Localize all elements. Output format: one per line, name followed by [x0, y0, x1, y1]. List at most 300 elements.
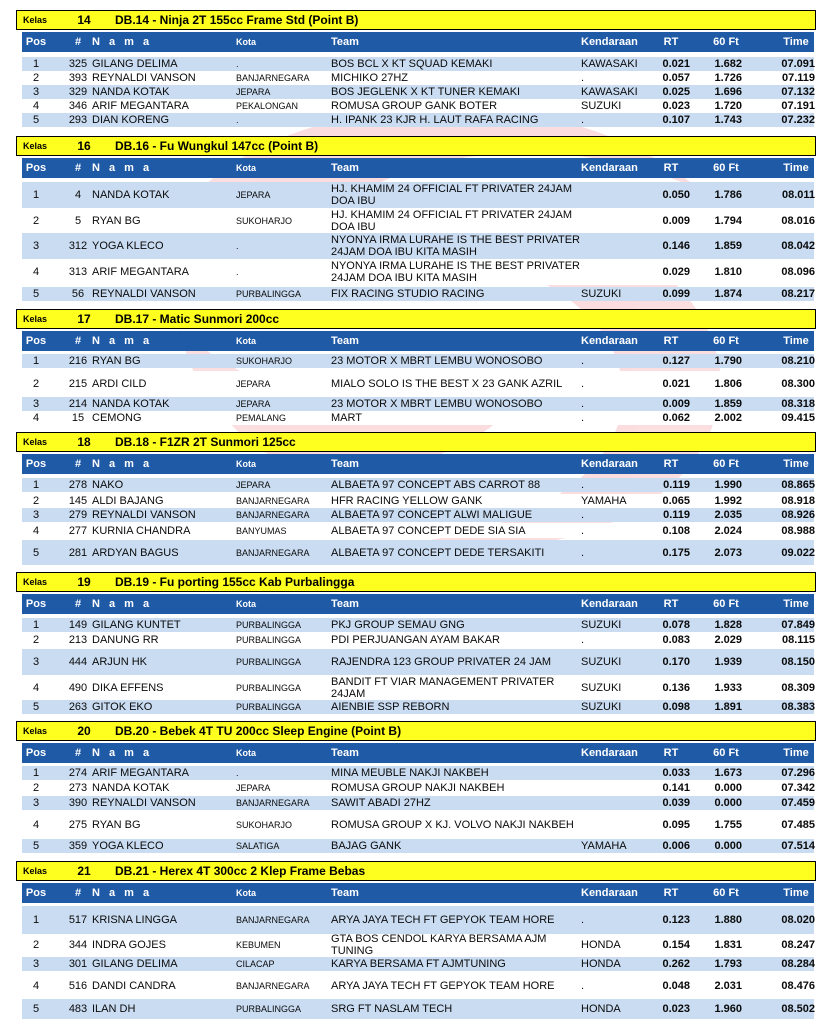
class-title-bar — [16, 10, 816, 30]
header-kendaraan: Kendaraan — [581, 598, 638, 610]
cell-time: 08.020 — [781, 914, 815, 926]
table-row — [22, 494, 814, 508]
cell-no: 278 — [68, 479, 88, 491]
cell-rt: 0.021 — [662, 378, 690, 390]
cell-kendaraan: HONDA — [581, 1003, 621, 1015]
cell-kota: BANJARNEGARA — [236, 496, 310, 506]
header-kota: Kota — [236, 163, 256, 173]
table-row — [22, 649, 814, 675]
cell-no: 444 — [68, 656, 88, 668]
cell-nama: ARIF MEGANTARA — [92, 266, 189, 278]
cell-ft60: 1.793 — [714, 958, 742, 970]
cell-kendaraan: SUZUKI — [581, 619, 622, 631]
cell-time: 08.865 — [781, 479, 815, 491]
class-title: DB.19 - Fu porting 155cc Kab Purbalingga — [115, 575, 355, 589]
cell-rt: 0.033 — [662, 767, 690, 779]
header-team: Team — [331, 458, 359, 470]
table-row — [22, 999, 814, 1019]
cell-pos: 3 — [32, 797, 40, 809]
cell-pos: 3 — [32, 398, 40, 410]
cell-team: KARYA BERSAMA FT AJMTUNING — [331, 958, 506, 970]
cell-team: ALBAETA 97 CONCEPT ALWI MALIGUE — [331, 509, 533, 521]
table-row — [22, 233, 814, 259]
cell-time: 08.988 — [781, 524, 815, 537]
cell-no: 213 — [68, 634, 88, 646]
cell-nama: ALDI BAJANG — [92, 495, 164, 507]
cell-kota: SUKOHARJO — [236, 820, 293, 830]
cell-no: 215 — [68, 378, 88, 390]
header-kota: Kota — [236, 336, 256, 346]
cell-time: 07.132 — [781, 86, 815, 98]
table-row — [22, 796, 814, 810]
cell-rt: 0.108 — [662, 524, 690, 537]
cell-team: ROMUSA GROUP X KJ. VOLVO NAKJI NAKBEH — [331, 819, 574, 831]
cell-ft60: 1.720 — [714, 100, 742, 112]
header-nama: N a m a — [92, 887, 153, 899]
cell-nama: ARDI CILD — [92, 378, 147, 390]
table-row — [22, 906, 814, 934]
cell-rt: 0.083 — [662, 634, 690, 646]
cell-rt: 0.065 — [662, 495, 690, 507]
cell-no: 279 — [68, 509, 88, 521]
cell-time: 08.115 — [781, 634, 815, 646]
cell-time: 08.284 — [781, 958, 815, 970]
header-no: # — [74, 598, 82, 610]
cell-rt: 0.095 — [662, 819, 690, 831]
cell-ft60: 1.874 — [714, 288, 742, 300]
cell-no: 273 — [68, 782, 88, 794]
cell-time: 08.476 — [781, 979, 815, 992]
class-title: DB.21 - Herex 4T 300cc 2 Klep Frame Bebas — [115, 864, 366, 878]
table-row — [22, 371, 814, 397]
header-nama: N a m a — [92, 458, 153, 470]
table-row — [22, 972, 814, 999]
header-pos: Pos — [25, 335, 47, 347]
header-no: # — [74, 887, 82, 899]
cell-nama: RYAN BG — [92, 355, 141, 367]
cell-pos: 1 — [32, 479, 40, 491]
cell-pos: 1 — [32, 767, 40, 779]
cell-no: 4 — [74, 189, 82, 201]
cell-kota: CILACAP — [236, 959, 275, 969]
cell-nama: ARDYAN BAGUS — [92, 546, 179, 559]
cell-nama: GILANG DELIMA — [92, 58, 178, 70]
cell-kota: PEMALANG — [236, 413, 287, 423]
table-row — [22, 411, 814, 425]
cell-pos: 1 — [32, 189, 40, 201]
class-number: 21 — [77, 864, 91, 878]
cell-team: 23 MOTOR X MBRT LEMBU WONOSOBO — [331, 355, 543, 367]
cell-pos: 5 — [32, 840, 40, 852]
header-time: Time — [783, 887, 809, 899]
cell-kota: BANJARNEGARA — [236, 798, 310, 808]
header-pos: Pos — [25, 162, 47, 174]
header-team: Team — [331, 335, 359, 347]
cell-kendaraan: . — [581, 355, 585, 367]
header-kendaraan: Kendaraan — [581, 747, 638, 759]
header-ft60: 60 Ft — [713, 887, 739, 899]
cell-kota: PURBALINGGA — [236, 702, 302, 712]
table-row — [22, 57, 814, 71]
cell-pos: 4 — [32, 266, 40, 278]
table-row — [22, 508, 814, 522]
cell-no: 301 — [68, 958, 88, 970]
cell-team: SRG FT NASLAM TECH — [331, 1003, 453, 1015]
class-number: 16 — [77, 139, 91, 153]
table-row — [22, 287, 814, 301]
cell-nama: KURNIA CHANDRA — [92, 524, 191, 537]
cell-rt: 0.057 — [662, 72, 690, 84]
cell-pos: 4 — [32, 412, 40, 424]
class-number: 14 — [77, 13, 91, 27]
cell-no: 516 — [68, 979, 88, 992]
table-row — [22, 354, 814, 368]
cell-rt: 0.099 — [662, 288, 690, 300]
cell-kendaraan: HONDA — [581, 958, 621, 970]
header-nama: N a m a — [92, 747, 153, 759]
cell-kendaraan — [581, 259, 651, 285]
cell-nama: DIKA EFFENS — [92, 682, 164, 694]
cell-rt: 0.123 — [662, 914, 690, 926]
header-kendaraan: Kendaraan — [581, 887, 638, 899]
cell-rt: 0.062 — [662, 412, 690, 424]
cell-nama: YOGA KLECO — [92, 840, 164, 852]
cell-kendaraan: YAMAHA — [581, 495, 627, 507]
cell-ft60: 1.682 — [714, 58, 742, 70]
header-time: Time — [783, 36, 809, 48]
cell-nama: DANUNG RR — [92, 634, 159, 646]
cell-ft60: 1.794 — [714, 214, 742, 227]
class-number: 18 — [77, 435, 91, 449]
cell-pos: 3 — [32, 958, 40, 970]
cell-pos: 2 — [32, 214, 40, 227]
cell-team: ALBAETA 97 CONCEPT DEDE TERSAKITI — [331, 546, 545, 559]
cell-pos: 2 — [32, 378, 40, 390]
cell-kendaraan — [581, 182, 651, 208]
cell-team: 23 MOTOR X MBRT LEMBU WONOSOBO — [331, 398, 543, 410]
cell-kendaraan: . — [581, 378, 585, 390]
cell-kota: JEPARA — [236, 190, 271, 200]
cell-rt: 0.048 — [662, 979, 690, 992]
header-no: # — [74, 162, 82, 174]
cell-time: 08.217 — [781, 288, 815, 300]
cell-rt: 0.023 — [662, 1003, 690, 1015]
header-rt: RT — [663, 598, 679, 610]
cell-pos: 5 — [32, 1003, 40, 1015]
header-rt: RT — [663, 887, 679, 899]
cell-no: 312 — [68, 240, 88, 252]
cell-pos: 2 — [32, 634, 40, 646]
cell-kendaraan: . — [581, 412, 585, 424]
cell-time: 08.042 — [781, 240, 815, 252]
cell-nama: ARIF MEGANTARA — [92, 767, 189, 779]
cell-kendaraan: SUZUKI — [581, 682, 622, 694]
cell-team: ROMUSA GROUP NAKJI NAKBEH — [331, 782, 505, 794]
cell-ft60: 2.035 — [714, 509, 742, 521]
cell-rt: 0.039 — [662, 797, 690, 809]
cell-kota: PURBALINGGA — [236, 657, 302, 667]
header-rt: RT — [663, 162, 679, 174]
cell-kendaraan: . — [581, 398, 585, 410]
cell-ft60: 1.933 — [714, 682, 742, 694]
table-header — [22, 883, 814, 903]
cell-kendaraan: . — [581, 114, 585, 126]
cell-ft60: 1.755 — [714, 819, 742, 831]
cell-team: MART — [331, 412, 362, 424]
cell-time: 07.091 — [781, 58, 815, 70]
cell-kendaraan — [581, 812, 651, 838]
header-nama: N a m a — [92, 335, 153, 347]
cell-time: 07.514 — [781, 840, 815, 852]
cell-team: ALBAETA 97 CONCEPT ABS CARROT 88 — [331, 479, 541, 491]
table-row — [22, 208, 814, 233]
kelas-label: Kelas — [23, 577, 48, 587]
cell-ft60: 2.031 — [714, 979, 742, 992]
table-header — [22, 594, 814, 614]
header-nama: N a m a — [92, 598, 153, 610]
cell-kendaraan: . — [581, 914, 585, 926]
header-kota: Kota — [236, 888, 256, 898]
cell-ft60: 1.992 — [714, 495, 742, 507]
cell-pos: 1 — [32, 619, 40, 631]
cell-no: 293 — [68, 114, 88, 126]
cell-ft60: 2.024 — [714, 524, 742, 537]
cell-team: PDI PERJUANGAN AYAM BAKAR — [331, 634, 500, 646]
header-team: Team — [331, 747, 359, 759]
cell-pos: 2 — [32, 782, 40, 794]
cell-nama: NANDA KOTAK — [92, 189, 170, 201]
cell-time: 08.502 — [781, 1003, 815, 1015]
cell-kota: . — [236, 59, 239, 69]
cell-kendaraan: . — [581, 979, 585, 992]
cell-ft60: 1.806 — [714, 378, 742, 390]
header-ft60: 60 Ft — [713, 36, 739, 48]
cell-kendaraan: . — [581, 546, 585, 559]
cell-time: 09.022 — [781, 546, 815, 559]
cell-kota: BANJARNEGARA — [236, 547, 310, 558]
cell-ft60: 1.696 — [714, 86, 742, 98]
header-kota: Kota — [236, 37, 256, 47]
cell-no: 56 — [71, 288, 85, 300]
cell-pos: 1 — [32, 355, 40, 367]
cell-kendaraan: YAMAHA — [581, 840, 627, 852]
header-kendaraan: Kendaraan — [581, 458, 638, 470]
class-number: 20 — [77, 724, 91, 738]
class-title: DB.14 - Ninja 2T 155cc Frame Std (Point B) — [115, 13, 359, 27]
cell-time: 08.383 — [781, 701, 815, 713]
cell-ft60: 1.726 — [714, 72, 742, 84]
cell-no: 274 — [68, 767, 88, 779]
class-title: DB.20 - Bebek 4T TU 200cc Sleep Engine (Point B) — [115, 724, 402, 738]
class-title-bar — [16, 721, 816, 741]
table-row — [22, 700, 814, 714]
cell-kota: PURBALINGGA — [236, 620, 302, 630]
cell-kota: PURBALINGGA — [236, 635, 302, 645]
cell-time: 08.318 — [781, 398, 815, 410]
cell-no: 490 — [68, 682, 88, 694]
cell-team: ALBAETA 97 CONCEPT DEDE SIA SIA — [331, 524, 526, 537]
kelas-label: Kelas — [23, 15, 48, 25]
header-time: Time — [783, 335, 809, 347]
cell-nama: NANDA KOTAK — [92, 782, 170, 794]
cell-nama: NANDA KOTAK — [92, 86, 170, 98]
cell-time: 07.459 — [781, 797, 815, 809]
cell-nama: ILAN DH — [92, 1003, 136, 1015]
class-title-bar — [16, 432, 816, 452]
cell-time: 08.096 — [781, 266, 815, 278]
cell-kendaraan: KAWASAKI — [581, 86, 638, 98]
cell-kota: PURBALINGGA — [236, 1004, 302, 1014]
cell-team: NYONYA IRMA LURAHE IS THE BEST PRIVATER 24JAM DOA IBU KITA MASIH — [331, 234, 580, 258]
cell-kendaraan: . — [581, 509, 585, 521]
cell-pos: 2 — [32, 495, 40, 507]
cell-kota: . — [236, 115, 239, 125]
header-no: # — [74, 36, 82, 48]
cell-kendaraan — [581, 766, 651, 780]
cell-team: NYONYA IRMA LURAHE IS THE BEST PRIVATER 24JAM DOA IBU KITA MASIH — [331, 260, 580, 284]
cell-kota: BANYUMAS — [236, 525, 287, 536]
cell-team: ARYA JAYA TECH FT GEPYOK TEAM HORE — [331, 914, 555, 926]
cell-nama: DANDI CANDRA — [92, 979, 176, 992]
header-time: Time — [783, 458, 809, 470]
cell-time: 07.232 — [781, 114, 815, 126]
cell-ft60: 1.828 — [714, 619, 742, 631]
table-header — [22, 158, 814, 178]
cell-team: SAWIT ABADI 27HZ — [331, 797, 431, 809]
cell-kendaraan — [581, 233, 651, 259]
cell-team: HJ. KHAMIM 24 OFFICIAL FT PRIVATER 24JAM DOA IBU — [331, 183, 573, 207]
header-rt: RT — [663, 747, 679, 759]
cell-ft60: 1.990 — [714, 479, 742, 491]
cell-rt: 0.119 — [663, 479, 690, 491]
table-row — [22, 957, 814, 971]
cell-no: 325 — [68, 58, 88, 70]
cell-ft60: 1.786 — [714, 189, 742, 201]
header-pos: Pos — [25, 887, 47, 899]
cell-kendaraan: SUZUKI — [581, 100, 622, 112]
cell-nama: YOGA KLECO — [92, 240, 164, 252]
cell-kendaraan: SUZUKI — [581, 656, 622, 668]
cell-ft60: 1.859 — [714, 240, 742, 252]
cell-no: 517 — [68, 914, 88, 926]
cell-team: BOS JEGLENK X KT TUNER KEMAKI — [331, 86, 521, 98]
header-ft60: 60 Ft — [713, 335, 739, 347]
cell-pos: 4 — [32, 819, 40, 831]
cell-time: 08.150 — [781, 656, 815, 668]
cell-team: H. IPANK 23 KJR H. LAUT RAFA RACING — [331, 114, 539, 126]
header-nama: N a m a — [92, 36, 153, 48]
header-pos: Pos — [25, 747, 47, 759]
cell-rt: 0.175 — [662, 546, 690, 559]
cell-kota: SUKOHARJO — [236, 215, 293, 226]
class-title: DB.18 - F1ZR 2T Sunmori 125cc — [115, 435, 296, 449]
cell-kota: BANJARNEGARA — [236, 915, 310, 925]
cell-team: MIALO SOLO IS THE BEST X 23 GANK AZRIL — [331, 378, 563, 390]
cell-time: 08.210 — [781, 355, 815, 367]
table-row — [22, 523, 814, 538]
cell-rt: 0.170 — [662, 656, 690, 668]
cell-kendaraan: . — [581, 524, 585, 537]
cell-team: FIX RACING STUDIO RACING — [331, 288, 485, 300]
header-kota: Kota — [236, 748, 256, 758]
cell-pos: 4 — [32, 100, 40, 112]
cell-rt: 0.009 — [662, 214, 690, 227]
header-pos: Pos — [25, 458, 47, 470]
cell-ft60: 1.831 — [714, 939, 742, 951]
cell-team: BANDIT FT VIAR MANAGEMENT PRIVATER 24JAM — [331, 676, 555, 700]
table-row — [22, 839, 814, 853]
cell-team: PKJ GROUP SEMAU GNG — [331, 619, 465, 631]
class-title-bar — [16, 861, 816, 881]
table-row — [22, 85, 814, 99]
cell-nama: KRISNA LINGGA — [92, 914, 177, 926]
cell-kota: . — [236, 267, 239, 277]
kelas-label: Kelas — [23, 314, 48, 324]
cell-time: 07.485 — [781, 819, 815, 831]
header-rt: RT — [663, 335, 679, 347]
header-time: Time — [783, 162, 809, 174]
cell-nama: REYNALDI VANSON — [92, 509, 196, 521]
cell-ft60: 1.859 — [714, 398, 742, 410]
cell-time: 07.119 — [781, 72, 815, 84]
cell-ft60: 2.029 — [714, 634, 742, 646]
cell-ft60: 0.000 — [714, 840, 742, 852]
cell-no: 483 — [68, 1003, 88, 1015]
cell-pos: 3 — [32, 240, 40, 252]
cell-time: 08.300 — [781, 378, 815, 390]
cell-nama: REYNALDI VANSON — [92, 72, 196, 84]
cell-kota: BANJARNEGARA — [236, 73, 310, 83]
cell-rt: 0.098 — [662, 701, 690, 713]
cell-nama: REYNALDI VANSON — [92, 288, 196, 300]
cell-kota: BANJARNEGARA — [236, 980, 310, 991]
cell-pos: 5 — [32, 114, 40, 126]
cell-time: 08.926 — [781, 509, 815, 521]
cell-team: BOS BCL X KT SQUAD KEMAKI — [331, 58, 493, 70]
table-row — [22, 633, 814, 647]
cell-rt: 0.029 — [662, 266, 690, 278]
header-kota: Kota — [236, 599, 256, 609]
header-team: Team — [331, 887, 359, 899]
header-pos: Pos — [25, 598, 47, 610]
header-kota: Kota — [236, 459, 256, 469]
header-nama: N a m a — [92, 162, 153, 174]
cell-kendaraan — [581, 208, 651, 233]
cell-no: 145 — [68, 495, 88, 507]
cell-rt: 0.119 — [663, 509, 690, 521]
cell-no: 393 — [68, 72, 88, 84]
cell-no: 149 — [68, 619, 88, 631]
table-row — [22, 113, 814, 127]
cell-pos: 3 — [32, 86, 40, 98]
cell-pos: 5 — [32, 288, 40, 300]
cell-kendaraan: . — [581, 634, 585, 646]
cell-ft60: 0.000 — [714, 797, 742, 809]
cell-kendaraan — [581, 781, 651, 795]
cell-pos: 3 — [32, 509, 40, 521]
cell-kota: JEPARA — [236, 399, 271, 409]
cell-kota: SALATIGA — [236, 841, 280, 851]
header-team: Team — [331, 162, 359, 174]
cell-team: AIENBIE SSP REBORN — [331, 701, 450, 713]
cell-pos: 5 — [32, 701, 40, 713]
cell-time: 08.011 — [781, 189, 815, 201]
cell-kendaraan — [581, 796, 651, 810]
cell-rt: 0.050 — [662, 189, 690, 201]
cell-no: 263 — [68, 701, 88, 713]
cell-kendaraan: . — [581, 72, 585, 84]
header-ft60: 60 Ft — [713, 598, 739, 610]
